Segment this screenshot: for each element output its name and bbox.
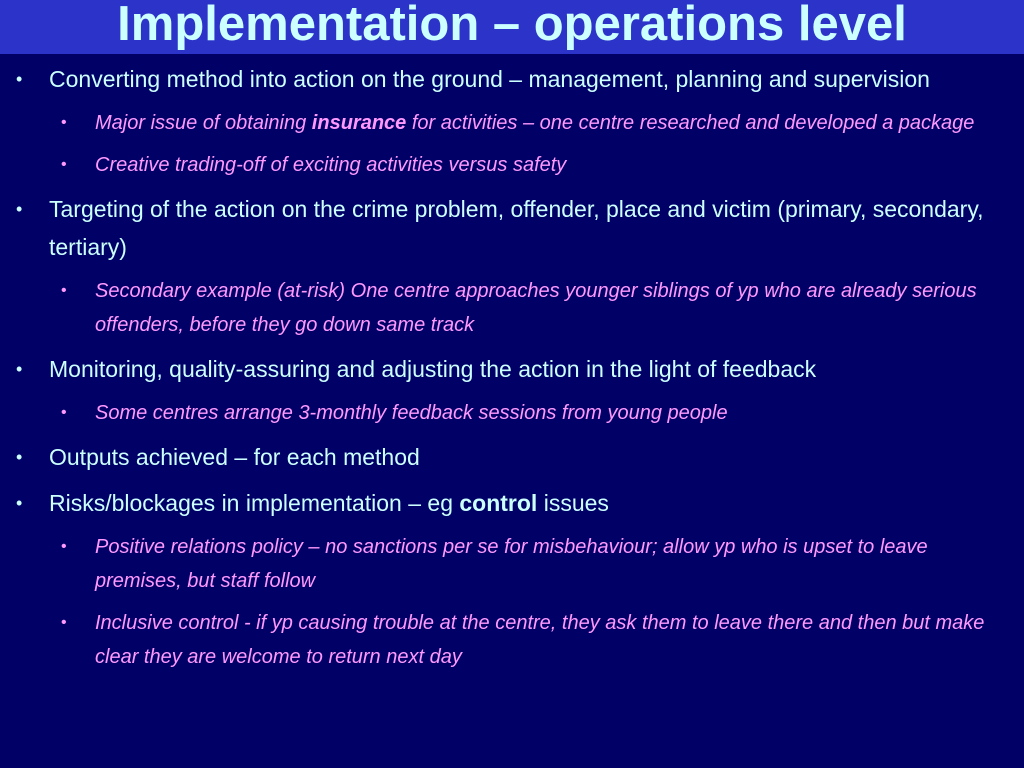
sub-bullet-positive-relations — [49, 530, 1014, 598]
sub-bullet-text: Positive relations policy – no sanctions per se for misbehaviour; allow yp who is upset to leave premises, but staff follow — [95, 536, 928, 592]
bullet-text-before: Risks/blockages in implementation – eg — [49, 490, 460, 516]
sub-bullet-insurance — [49, 106, 1014, 140]
bullet-text-after: issues — [537, 490, 609, 516]
bullet-item-risks — [14, 484, 1014, 522]
sub-bullet-text: Secondary example (at-risk) One centre approaches younger siblings of yp who are already serious offenders, before they go down same track — [95, 280, 977, 336]
bullet-icon: • — [16, 69, 23, 89]
bullet-item-outputs — [14, 438, 1014, 476]
bullet-icon: • — [61, 538, 67, 555]
sub-bullet-text-after: for activities – one centre researched and developed a package — [406, 112, 975, 134]
bullet-text-bold: control — [459, 490, 538, 516]
bullet-text: Converting method into action on the ground – management, planning and supervision — [49, 66, 930, 92]
sub-bullet-text: Inclusive control - if yp causing trouble at the centre, they ask them to leave there and then but make clear they are welcome to return next day — [95, 612, 985, 668]
bullet-icon: • — [61, 404, 67, 421]
bullet-icon: • — [61, 282, 67, 299]
sub-bullet-text: Creative trading-off of exciting activities versus safety — [95, 154, 567, 176]
slide-body — [14, 60, 1014, 682]
sub-bullet-secondary-example — [49, 274, 1014, 342]
bullet-item-monitoring — [14, 350, 1014, 388]
sub-bullet-text-bold: insurance — [311, 112, 407, 134]
bullet-icon: • — [16, 447, 23, 467]
bullet-icon: • — [61, 614, 67, 631]
bullet-icon: • — [16, 493, 23, 513]
bullet-icon: • — [61, 114, 67, 131]
bullet-text: Targeting of the action on the crime problem, offender, place and victim (primary, secondary, tertiary) — [49, 196, 984, 260]
bullet-icon: • — [16, 199, 23, 219]
sub-bullet-text: Some centres arrange 3-monthly feedback sessions from young people — [95, 402, 728, 424]
sub-bullet-creative-trading — [49, 148, 1014, 182]
slide-title: Implementation – operations level — [117, 0, 907, 51]
bullet-text: Monitoring, quality-assuring and adjusting the action in the light of feedback — [49, 356, 817, 382]
bullet-icon: • — [16, 359, 23, 379]
sub-bullet-inclusive-control — [49, 606, 1014, 674]
sub-bullet-text-before: Major issue of obtaining — [95, 112, 312, 134]
bullet-item-converting-method — [14, 60, 1014, 98]
sub-bullet-feedback-sessions — [49, 396, 1014, 430]
bullet-item-targeting — [14, 190, 1014, 266]
bullet-icon: • — [61, 156, 67, 173]
bullet-text: Outputs achieved – for each method — [49, 444, 420, 470]
